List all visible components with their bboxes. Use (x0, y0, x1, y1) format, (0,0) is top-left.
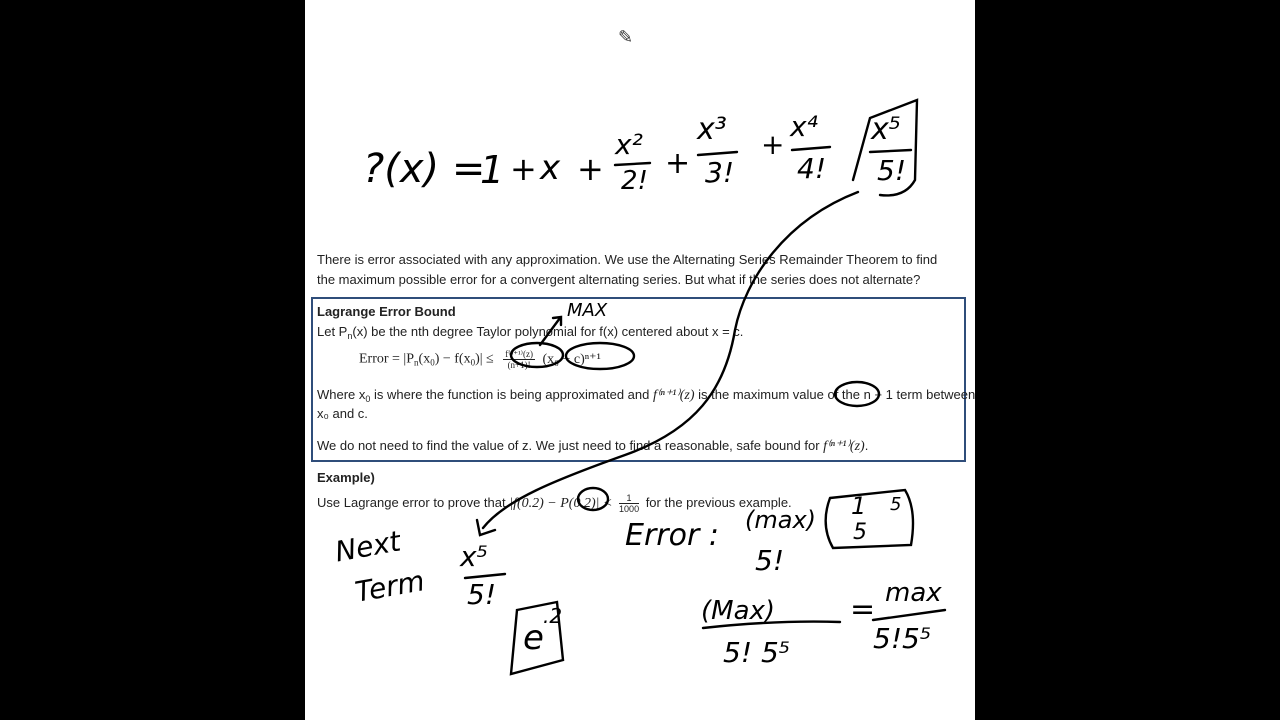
error-label: Error : (625, 518, 719, 553)
circle-xc-term (566, 343, 634, 369)
intro-line-2: the maximum possible error for a convergent alternating series. But what if the series does not alternate? (317, 272, 921, 287)
fifth-power: 5 (890, 494, 902, 515)
taylor-4fact: 4! (797, 152, 827, 185)
taylor-term-1: 1 (480, 148, 505, 192)
taylor-3fact: 3! (705, 156, 735, 189)
where-line-1: Where $x_0$ is where the function is being approximated and f⁽ⁿ⁺¹⁾(z) is the maximum value of the n + 1 term between (317, 387, 975, 404)
document-page (305, 0, 975, 720)
circle-n1 (835, 382, 879, 406)
bound-note: We do not need to find the value of z. We just need to find a reasonable, safe bound for f⁽ⁿ⁺¹⁾(z). (317, 438, 869, 454)
next-term-num: x⁵ (460, 540, 488, 573)
result-num: (Max) (701, 596, 776, 626)
term-label: Term (352, 564, 428, 609)
circle-f-term (511, 343, 563, 367)
taylor-term-x: x (540, 148, 561, 188)
result-equals: = (850, 592, 876, 627)
taylor-x5: x⁵ (871, 112, 901, 147)
taylor-lhs: ?(x) = (363, 146, 486, 192)
fifth-num: 1 (851, 492, 867, 520)
arrow-curve (483, 192, 858, 528)
taylor-x2: x² (615, 128, 643, 161)
intro-line-1: There is error associated with any approximation. We use the Alternating Series Remainder Theorem to find (317, 252, 938, 267)
error-den: 5! (755, 544, 785, 577)
taylor-x4: x⁴ (790, 110, 818, 143)
result-den: 5! 5⁵ (723, 636, 790, 669)
taylor-x3: x³ (697, 112, 727, 147)
frac-line-4 (792, 147, 830, 150)
circle-02 (578, 488, 608, 510)
frac-line-5 (870, 150, 911, 152)
pencil-cursor-icon: ✎ (618, 27, 634, 47)
box-definition: Let $P_n(x)$ be the nth degree Taylor polynomial for f(x) centered about x = c. (317, 324, 744, 341)
result-fraction-line (873, 610, 945, 620)
error-formula: Error = $|P_n(x_0) - f(x_0)|$ ≤ $\frac{\text{f⁽ⁿ⁺¹⁾(z)}}{(n+1)!}$ (x₀ − c)ⁿ⁺¹ (359, 349, 601, 370)
max-arrow (540, 317, 561, 345)
frac-line-3 (698, 152, 737, 155)
example-title: Example) (317, 470, 375, 485)
box-title: Lagrange Error Bound (317, 304, 456, 319)
frac-line-2 (615, 163, 650, 165)
e-base: e (523, 618, 544, 658)
fifth-den: 5 (853, 520, 867, 545)
plus-3: + (665, 146, 691, 181)
next-term-den: 5! (467, 578, 497, 611)
plus-1: + (510, 150, 537, 188)
taylor-2fact: 2! (621, 166, 648, 196)
example-text: Use Lagrange error to prove that |f(0.2) − P(0.2)| < $\frac{1}{1000}$ for the previous example. (317, 493, 792, 514)
plus-2: + (577, 150, 604, 188)
next-label: Next (332, 524, 404, 569)
e-exponent: .2 (543, 604, 563, 628)
error-max: (max) (745, 506, 817, 534)
result-rhs-den: 5!5⁵ (873, 622, 932, 655)
max-label: MAX (567, 300, 608, 321)
plus-4: + (761, 128, 785, 161)
result-rhs-num: max (885, 578, 942, 608)
taylor-5fact: 5! (877, 154, 907, 187)
where-line-2: x₀ and c. (317, 406, 368, 421)
arrow-head (477, 520, 495, 535)
